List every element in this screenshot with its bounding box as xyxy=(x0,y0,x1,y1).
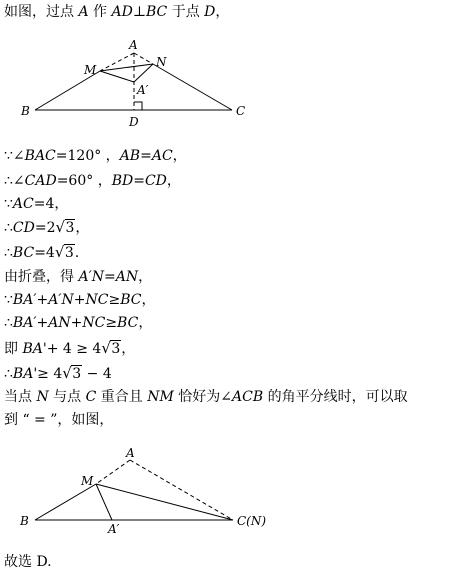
because-symbol: ∵ xyxy=(4,148,13,164)
math-text: 重合且 xyxy=(96,389,148,405)
dashed-am xyxy=(96,460,130,484)
dashed-an xyxy=(134,53,153,64)
solution-line-12 xyxy=(4,410,113,430)
math-text: =60° ， xyxy=(56,173,112,189)
math-text: ， xyxy=(138,269,153,285)
math-text: =120° ， xyxy=(55,148,120,164)
radical-sign: √ xyxy=(54,243,65,261)
math-text: 恰好为 xyxy=(173,389,221,405)
math-text: = xyxy=(140,148,152,164)
dashed-ac xyxy=(130,460,233,520)
label-a: A xyxy=(126,446,135,460)
therefore-symbol: ∴ xyxy=(4,366,13,382)
math-text: C xyxy=(85,389,97,405)
math-text: CD xyxy=(144,173,167,189)
math-text: AN xyxy=(115,269,139,285)
math-text: ， xyxy=(166,173,181,189)
solution-line-10 xyxy=(4,364,112,384)
label-n: N xyxy=(156,55,167,69)
radicand: 3 xyxy=(64,245,74,261)
perpendicular-symbol: ⊥ xyxy=(132,4,146,20)
label-c-n: C(N) xyxy=(237,514,267,528)
math-text: BA' xyxy=(12,366,38,382)
label-a-prime: A′ xyxy=(137,83,149,97)
math-text: ACB xyxy=(232,389,264,405)
math-text: AN xyxy=(48,315,71,331)
math-text: BC xyxy=(117,315,139,331)
solution-line-6 xyxy=(4,267,152,287)
math-text: = xyxy=(133,173,145,189)
math-text: BA' xyxy=(22,341,47,357)
radicand: 3 xyxy=(72,366,82,382)
figure-2-diagram xyxy=(0,440,451,540)
segment-mc xyxy=(96,484,233,520)
segment-na-prime xyxy=(134,64,153,82)
math-text: 与点 xyxy=(48,389,86,405)
math-text: =4， xyxy=(33,196,69,212)
math-text: AB xyxy=(119,148,141,164)
label-a: A xyxy=(129,38,138,52)
math-text: AC xyxy=(151,148,173,164)
angle-symbol: ∠ xyxy=(12,173,25,189)
solution-line-2 xyxy=(4,171,181,191)
math-text: A′N xyxy=(78,269,104,285)
angle-symbol: ∠ xyxy=(12,148,25,164)
segment-ma-prime xyxy=(100,71,134,82)
math-text: 由折叠，得 xyxy=(4,269,79,285)
math-text: + xyxy=(73,292,86,308)
therefore-symbol: ∴ xyxy=(4,173,13,189)
intro-point-a: A xyxy=(78,4,89,20)
math-text: =4 xyxy=(34,245,55,261)
because-symbol: ∵ xyxy=(4,292,13,308)
therefore-symbol: ∴ xyxy=(4,315,13,331)
math-text: NC xyxy=(85,292,109,308)
math-text: + xyxy=(36,292,49,308)
math-text: + xyxy=(36,315,49,331)
math-text: AC xyxy=(12,196,34,212)
label-m: M xyxy=(81,474,94,488)
math-text: + xyxy=(70,315,83,331)
math-text: 到 “ = ”，如图， xyxy=(4,412,114,428)
math-text: 的角平分线时，可以取 xyxy=(263,389,408,405)
math-text: 当点 xyxy=(4,389,37,405)
math-text: + 4 ≥ 4 xyxy=(46,341,102,357)
math-text: ， xyxy=(141,292,156,308)
label-b: B xyxy=(20,514,29,528)
math-text: =2 xyxy=(34,220,56,236)
solution-line-9 xyxy=(4,339,135,359)
radicand: 3 xyxy=(111,341,121,357)
math-text: BC xyxy=(12,245,35,261)
sqrt-expression xyxy=(101,339,121,359)
radical-sign: √ xyxy=(62,364,72,382)
conclusion-line xyxy=(4,552,52,572)
label-m: M xyxy=(84,63,97,77)
label-b: B xyxy=(21,104,30,118)
math-text: − 4 xyxy=(82,366,112,382)
math-text: ， xyxy=(138,315,153,331)
segment-bm xyxy=(35,484,96,520)
math-text: . xyxy=(74,245,80,261)
math-text: NM xyxy=(147,389,174,405)
sqrt-expression xyxy=(55,243,75,263)
solution-line-1 xyxy=(4,146,187,166)
math-text: BA′ xyxy=(12,292,37,308)
because-symbol: ∵ xyxy=(4,196,13,212)
math-text: BD xyxy=(111,173,134,189)
math-text: ≥ 4 xyxy=(37,366,63,382)
segment-nc xyxy=(153,64,232,110)
solution-line-8 xyxy=(4,313,152,333)
math-text: CD xyxy=(12,220,35,236)
radicand: 3 xyxy=(65,220,75,236)
math-text: ， xyxy=(121,341,136,357)
segment-mn xyxy=(100,64,153,71)
math-text: 即 xyxy=(4,341,23,357)
math-text: ， xyxy=(75,220,90,236)
math-text: BA′ xyxy=(12,315,37,331)
math-text: ≥ xyxy=(105,315,118,331)
solution-line-11 xyxy=(4,387,408,407)
intro-text: 于点 xyxy=(167,4,205,20)
therefore-symbol: ∴ xyxy=(4,220,13,236)
intro-text: 作 xyxy=(88,4,112,20)
figure-1-diagram xyxy=(0,30,451,132)
label-a-prime: A′ xyxy=(108,522,120,536)
label-d: D xyxy=(129,115,139,129)
solution-line-5 xyxy=(4,243,79,263)
math-text: NC xyxy=(82,315,106,331)
intro-segment-bc: BC xyxy=(146,4,168,20)
solution-line-4 xyxy=(4,218,89,238)
math-text: = xyxy=(104,269,116,285)
math-text: CAD xyxy=(24,173,57,189)
intro-text: 如图，过点 xyxy=(4,4,79,20)
sqrt-expression xyxy=(62,364,82,384)
math-text: N xyxy=(36,389,49,405)
intro-point-d: D xyxy=(204,4,216,20)
radical-sign: √ xyxy=(55,218,66,236)
conclusion-text: 故选 D. xyxy=(4,554,52,570)
solution-line-3 xyxy=(4,194,68,214)
math-text: A′N xyxy=(48,292,74,308)
math-text: ， xyxy=(172,148,187,164)
radical-sign: √ xyxy=(101,339,111,357)
intro-text: ， xyxy=(215,4,230,20)
angle-symbol: ∠ xyxy=(220,389,233,405)
math-text: BAC xyxy=(24,148,56,164)
intro-segment-ad: AD xyxy=(111,4,133,20)
segment-ma-prime xyxy=(96,484,112,520)
intro-line xyxy=(4,2,229,22)
solution-line-7 xyxy=(4,290,155,310)
math-text: ≥ xyxy=(108,292,121,308)
sqrt-expression xyxy=(56,218,76,238)
label-c: C xyxy=(236,104,246,118)
therefore-symbol: ∴ xyxy=(4,245,13,261)
math-text: BC xyxy=(120,292,142,308)
right-angle-marker xyxy=(134,102,142,110)
